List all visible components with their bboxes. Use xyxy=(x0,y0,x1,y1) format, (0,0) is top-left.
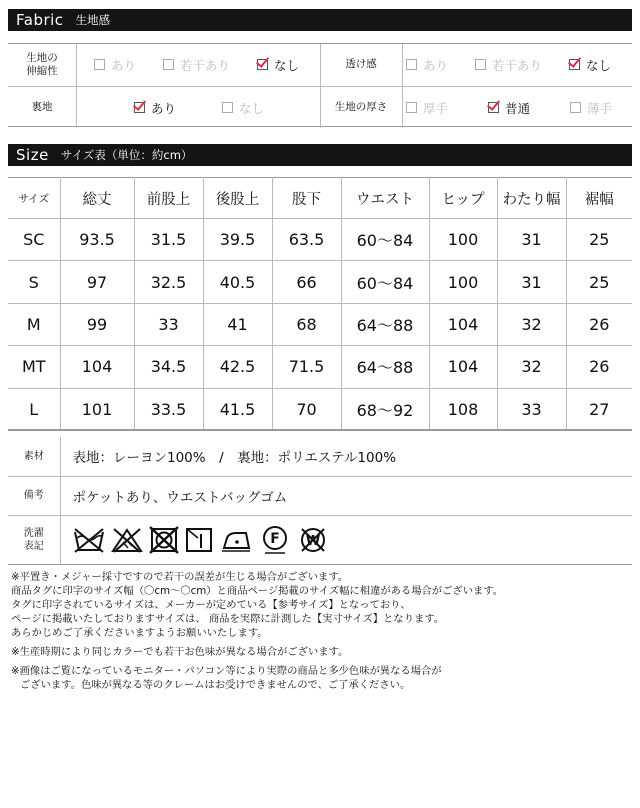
dry-clean-f-icon xyxy=(259,524,291,556)
table-cell: 26 xyxy=(566,303,632,345)
table-cell: 60～84 xyxy=(341,219,429,261)
table-cell: 32.5 xyxy=(134,261,203,303)
no-tumble-dry-icon xyxy=(149,526,179,554)
notes xyxy=(11,570,631,692)
note-line: ございます。色味が異なる等のクレームはお受けできませんので、ご了承ください。 xyxy=(20,679,411,691)
size-title-jp: サイズ表（単位：約cm） xyxy=(60,148,193,162)
table-cell: 31 xyxy=(497,219,566,261)
table-cell: 108 xyxy=(429,388,497,430)
note-line: ※生産時期により同じカラーでも若干お色味が異なる場合がございます。 xyxy=(11,646,349,658)
lining-option-yes: あり xyxy=(134,87,176,128)
line-dry-shade-icon xyxy=(185,526,213,554)
table-cell: 71.5 xyxy=(272,346,341,388)
checkbox-icon xyxy=(475,59,486,70)
remarks-row xyxy=(8,476,632,515)
fabric-row xyxy=(8,44,632,86)
table-cell: 27 xyxy=(566,388,632,430)
sheerness-label: 透け感 xyxy=(345,58,377,70)
sheer-option-none: なし xyxy=(569,44,611,85)
size-name: MT xyxy=(8,346,60,388)
table-cell: 70 xyxy=(272,388,341,430)
table-cell: 31.5 xyxy=(134,219,203,261)
table-row xyxy=(8,303,632,345)
note-line: ※画像はご覧になっているモニター・パソコン等により実際の商品と多少色味が異なる場合が xyxy=(11,665,442,677)
column-header: 後股上 xyxy=(203,178,272,219)
no-wet-clean-icon xyxy=(297,525,329,555)
care-row xyxy=(8,515,632,564)
column-header: 前股上 xyxy=(134,178,203,219)
table-cell: 99 xyxy=(60,303,134,345)
size-name: S xyxy=(8,261,60,303)
size-title-en: Size xyxy=(16,146,49,164)
table-cell: 32 xyxy=(497,346,566,388)
size-table-header-row xyxy=(8,178,632,219)
table-cell: 100 xyxy=(429,219,497,261)
checkbox-icon xyxy=(94,59,105,70)
stretch-option-yes: あり xyxy=(94,44,136,85)
table-cell: 26 xyxy=(566,346,632,388)
column-header: わたり幅 xyxy=(497,178,566,219)
checked-checkbox-icon xyxy=(488,102,499,113)
size-table xyxy=(8,177,632,431)
table-cell: 66 xyxy=(272,261,341,303)
svg-text:W: W xyxy=(305,533,320,549)
fabric-section-header xyxy=(8,9,632,31)
lining-option-no: なし xyxy=(222,87,264,128)
note-line: あらかじめご了承くださいますようお願いいたします。 xyxy=(11,627,268,639)
table-cell: 60～84 xyxy=(341,261,429,303)
checked-checkbox-icon xyxy=(134,102,145,113)
table-cell: 104 xyxy=(429,346,497,388)
size-name: M xyxy=(8,303,60,345)
size-name: SC xyxy=(8,219,60,261)
fabric-title-en: Fabric xyxy=(16,11,64,29)
table-cell: 32 xyxy=(497,303,566,345)
material-value: 表地：レーヨン100% / 裏地：ポリエステル100% xyxy=(60,437,632,476)
checkbox-icon xyxy=(163,59,174,70)
checkbox-icon xyxy=(570,102,581,113)
table-cell: 39.5 xyxy=(203,219,272,261)
thickness-label: 生地の厚さ xyxy=(334,101,388,113)
size-section-header xyxy=(8,144,632,166)
fabric-table xyxy=(8,43,632,127)
fabric-title-jp: 生地感 xyxy=(75,13,111,27)
table-cell: 64～88 xyxy=(341,346,429,388)
care-label: 洗濯 表記 xyxy=(8,515,60,564)
table-cell: 41 xyxy=(203,303,272,345)
iron-low-icon xyxy=(219,526,253,554)
table-cell: 101 xyxy=(60,388,134,430)
table-cell: 63.5 xyxy=(272,219,341,261)
checked-checkbox-icon xyxy=(257,59,268,70)
fabric-row xyxy=(8,86,632,128)
checkbox-icon xyxy=(406,59,417,70)
checked-checkbox-icon xyxy=(569,59,580,70)
note-line: ページに掲載いたしておりますサイズは、 商品を実際に計測した【実寸サイズ】となります。 xyxy=(11,613,445,625)
svg-text:F: F xyxy=(269,530,280,547)
sheer-option-yes: あり xyxy=(406,44,448,85)
material-row xyxy=(8,437,632,476)
care-icons xyxy=(73,524,633,556)
table-cell: 25 xyxy=(566,261,632,303)
column-header: サイズ xyxy=(8,178,60,219)
sheer-option-slight: 若干あり xyxy=(475,44,542,85)
remarks-label: 備考 xyxy=(8,476,60,515)
table-cell: 31 xyxy=(497,261,566,303)
table-row xyxy=(8,346,632,388)
table-cell: 33 xyxy=(497,388,566,430)
stretch-option-none: なし xyxy=(257,44,299,85)
thickness-option-thick: 厚手 xyxy=(406,87,448,128)
lining-label: 裏地 xyxy=(31,101,53,113)
table-cell: 104 xyxy=(60,346,134,388)
table-cell: 100 xyxy=(429,261,497,303)
remarks-value: ポケットあり、ウエストバッグゴム xyxy=(60,476,632,515)
column-header: ウエスト xyxy=(341,178,429,219)
table-cell: 33.5 xyxy=(134,388,203,430)
table-row xyxy=(8,261,632,303)
table-row xyxy=(8,219,632,261)
column-header: 総丈 xyxy=(60,178,134,219)
table-cell: 33 xyxy=(134,303,203,345)
table-cell: 34.5 xyxy=(134,346,203,388)
table-cell: 68 xyxy=(272,303,341,345)
size-name: L xyxy=(8,388,60,430)
product-info-table xyxy=(8,437,632,565)
table-row xyxy=(8,388,632,430)
checkbox-icon xyxy=(406,102,417,113)
thickness-option-normal: 普通 xyxy=(488,87,530,128)
column-header: 股下 xyxy=(272,178,341,219)
table-cell: 41.5 xyxy=(203,388,272,430)
table-cell: 25 xyxy=(566,219,632,261)
no-bleach-icon xyxy=(111,526,143,554)
stretch-option-slight: 若干あり xyxy=(163,44,230,85)
table-cell: 68～92 xyxy=(341,388,429,430)
thickness-option-thin: 薄手 xyxy=(570,87,612,128)
care-icons-cell xyxy=(60,515,632,564)
table-cell: 64～88 xyxy=(341,303,429,345)
table-cell: 42.5 xyxy=(203,346,272,388)
material-label: 素材 xyxy=(8,437,60,476)
column-header: 裾幅 xyxy=(566,178,632,219)
note-line: タグに印字されているサイズは、メーカーが定めている【参考サイズ】となっており、 xyxy=(11,599,411,611)
table-cell: 104 xyxy=(429,303,497,345)
checkbox-icon xyxy=(222,102,233,113)
no-wash-icon xyxy=(73,526,105,554)
note-line: 商品タグに印字のサイズ幅（〇cm～〇cm）と商品ページ掲載のサイズ幅に相違がある場合がございます。 xyxy=(11,585,504,597)
column-header: ヒップ xyxy=(429,178,497,219)
table-cell: 93.5 xyxy=(60,219,134,261)
table-cell: 40.5 xyxy=(203,261,272,303)
note-line: ※平置き・メジャー採寸ですので若干の誤差が生じる場合がございます。 xyxy=(11,571,349,583)
stretch-label: 生地の 伸縮性 xyxy=(26,51,58,77)
table-cell: 97 xyxy=(60,261,134,303)
